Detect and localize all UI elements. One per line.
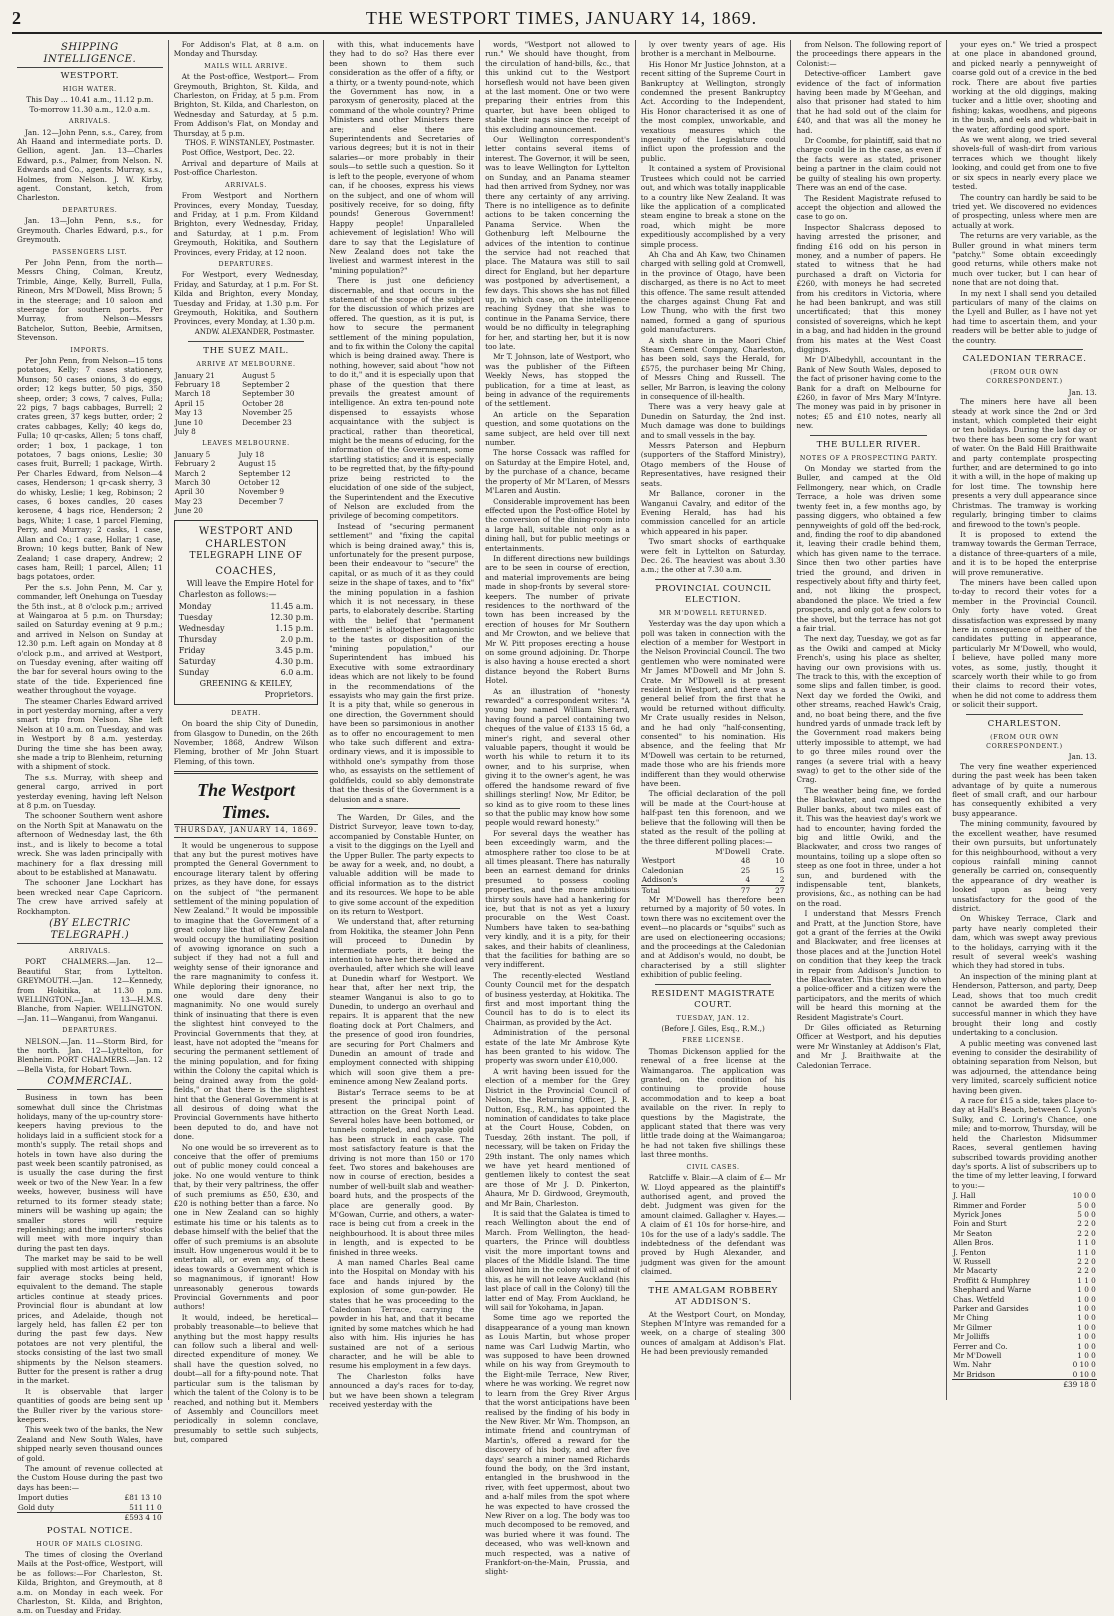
table-row: Mr Bridson 0 10 0 [953,1369,1096,1379]
table-row: Caledonian 25 15 [641,865,785,875]
shipping-paragraph: The schooner Southern went ashore on the North Spit at Manawatu on the afternoon of Wednesday last, the 6th inst., and is likely to become a total wreck. She was laden principally with machinery for a flax dressing mill about to be established at Manawatu. [17,811,163,877]
table-row: June 20 [174,506,203,516]
leader-paragraph: It would, indeed, be heretical—probably treasonable—to believe that anything but the most happy results can follow such a liberal and well-directed expenditure of money. We shall have the question solved, no doubt—all for a fifty-pound note. That particular sum is the talisman by which the talent of the Colony is to be reached, and nothing but it. Members of Assembly and Councillors meet periodically in solemn conclave, presumably to settle such subjects, but, compared [173,1312,319,1445]
departures-subheading: DEPARTURES. [218,260,274,268]
election-paragraph: Yesterday was the day upon which a poll was taken in connection with the election of a member for Westport in the Nelson Provincial Council. The two gentlemen who were nominated were Mr James M'Dowell and Mr John S. Crate. Mr M'Dowell is at present resident in Westport, and there was a general belief from the first that he would be returned without difficulty. Mr Crate usually resides in Nelson, and he had only "half-consenting, consented" to his nomination. His absence, and the feeling that Mr M'Dowell was certain to be returned, made those who are his friends more indifferent than they would otherwise have been. [640,619,786,789]
newspaper-title: THE WESTPORT TIMES, JANUARY 14, 1869. [365,8,758,28]
divider [343,808,460,809]
tel-arrivals-text: PORT CHALMERS.—Jan. 12—Beautiful Star, from Lyttelton. GREYMOUTH.—Jan. 12—Kennedy, from Hokitika, at 11.30 p.m. WELLINGTON.—Jan. 13—H.M.S. Blanche, from Napier. WELLINGTON.—Jan. 11—Wanganui, from Wanganui. [17,957,163,1023]
buller-heading: THE BULLER RIVER. [816,439,921,450]
divider [966,349,1083,350]
coach-row: Wednesday 1.15 p.m. [178,623,314,633]
election-paragraph: The official declaration of the poll will be made at the Court-house at half-past ten this forenoon, and we believe that the following will then be stated as the result of the polling at the three different polling places:— [640,789,786,846]
arrivals-heading: ARRIVALS. [68,118,111,126]
table-row: February 2 August 15 [174,459,277,469]
table-row: May 23 December 7 [174,496,284,506]
news-paragraph: Our Wellington correspondent's letter contains several items of interest. The Governor, it will be seen, was to leave Wellington for Lyttelton on Sunday, and an Panama steamer had then arrived from Sydney, nor was there any certainty of any arriving. There is no intelligence as to definite actions to be taken concerning the Panama Service. When the Gothenburg left Melbourne the advices of the intention to continue the service had not reached that place. The Mataura was still to sail direct for England, but her departure was postponed by advertisement, a few days. This shows she has not filled up, in which case, on the intelligence reaching Sydney that she was to continue in the Panama Service, there would be no difficulty in telegraphing for her, and starting her, but it is now too late. [485,135,630,351]
column-1 [12,40,168,1616]
news-paragraph: It is said that the Galatea is timed to reach Wellington about the end of March. From Wellington, the head-quarters, the Prince will doubtless visit the more important towns and places of the Middle Island. The time allowed him in the colony will admit of this, as he will not leave Auckland (his last place of call in the Colony) till the latter end of May. From Auckland, he will sail for Yokohama, in Japan. [485,1208,630,1313]
charleston-date: Jan. 13. [1068,752,1097,762]
suez-arrive-table [174,371,319,437]
buller-paragraph: As we went along, we tried several shovels-full of wash-dirt from various terraces which we thought likely looking, and could get from one to five or six specs in nearly every place we tested. [952,135,1097,192]
passengers-text: Per John Penn, from the north—Messrs Ching, Colman, Kreutz, Trimble, Ainge, Kelly, Burrell, Fulla, Rineon, Mrs M'Dowell, Miss Brown; 5 in the steerage; and 10 saloon and steerage for southern ports. Per Murray, from Nelson—Messrs Batchelor, Sutton, Beebie, Armitsen, Stevenson. [17,257,163,343]
buller-subheading: NOTES OF A PROSPECTING PARTY. [799,454,938,462]
news-paragraph: In different directions new buildings are to be seen in course of erection, and material improvements are being made in shop-fronts by several store-keepers. The number of private residences to the northward of the town has been increased by the erection of houses for Mr Southern and Mr Crowton, and we believe that Mr W. Pitt proposes erecting a house on some ground adjoining. Dr. Thorpe is also having a house erected a short distance beyond the Robert Burns Hotel. [485,553,630,686]
post-office-date: Post Office, Westport, Dec. 22. [181,148,295,158]
postal-subheading: HOUR OF MAILS CLOSING. [36,1540,144,1548]
column-3 [323,40,479,1410]
charleston-paragraph: A public meeting was convened last evening to consider the desirability of obtaining separation from Nelson, but was adjourned, the attendance being very limited, scarcely sufficient notice having been given. [952,1038,1097,1095]
shipping-paragraph: The steamer Charles Edward arrived in port yesterday morning, after a very smart trip from Nelson. She left Nelson at 10 a.m. on Tuesday, and was in Westport by 8 a.m. yesterday. During the time she has been away, she made a trip to Blenheim, returning with a shipment of stock. [17,696,163,772]
buller-paragraph: On Monday we started from the Buller, and camped at the Old Fellmongery, near which, on Cradle Terrace, a hole was driven some twenty feet in, a few months ago, by passing diggers, who obtained a few pennyweights of gold off the bed-rock, and, finding the roof to dip abandoned it, leaving their cradle behind them, which has given name to the terrace. Since then two other parties have tried the ground, and driven in respectively about fifty and thirty feet, and, not liking the prospect, abandoned the place. We tried a few prospects, and only got a few colors to the shovel, but the terrace has not got a fair trial. [796,464,942,633]
coach-row: Sunday 6.0 a.m. [178,667,314,677]
caledonian-paragraph: It is proposed to extend the tramway towards the German Terrace, a distance of three-quarters of a mile, and it is to be hoped the enterprise will prove remunerative. [952,529,1097,577]
coach-title-line2: TELEGRAPH LINE OF [189,550,303,561]
table-row: Westport 48 10 [641,856,785,866]
shipping-heading: SHIPPING INTELLIGENCE. [17,42,163,68]
table-row: Parker and Garsides 1 0 0 [953,1304,1096,1313]
coach-title-line3: COACHES, [215,565,277,577]
page-columns [12,40,1102,1616]
death-heading: DEATH. [231,709,261,717]
news-paragraph: Two smart shocks of earthquake were felt in Lyttelton on Saturday, Dec. 26. The heaviest was about 3.30 a.m.; the other at 7.30 a.m. [640,537,786,575]
table-row [952,1380,1097,1390]
charleston-paragraph: An inspection of the mining plant at Henderson, Patterson, and party, Deep Lead, shows that too much credit cannot be awarded them for the successful manner in which they have brought their long and costly undertaking to a conclusion. [952,971,1097,1038]
table-row: March 2 September 12 [174,468,291,478]
high-water-line: To-morrow 11.30 a.m., 12.0 a.m. [29,104,151,114]
coach-row: Monday 11.45 a.m. [178,601,314,611]
charleston-paragraph: The very fine weather experienced during the past week has been taken advantage of by quite a numerous fleet of small craft, and our harbour has consequently exhibited a very busy appearance. [952,761,1097,818]
news-paragraph: The recently-elected Westland County Council met for the despatch of business yesterday, at Hokitika. The first and most important thing the Council has to do is to elect its Chairman, as provided by the Act. [485,970,630,1027]
robbery-heading: THE AMALGAM ROBBERY AT ADDISON'S. [648,1285,778,1307]
news-paragraph: ly over twenty years of age. His brother is a merchant in Melbourne. [640,40,786,59]
buller-paragraph: The next day, Tuesday, we got as far as the Owiki and camped at Micky French's, using his place as shelter, having our own provisions with us. The track to this, with the exception of some slips and fallen timber, is good. Next day we forded the Owiki, and other streams, reached Hawk's Craig, and, no boat being there, and the five hundred yards of unmade track left by the Government road makers being utterly impossible to attempt, we had to go three miles round over the ranges (a severe trial with a heavy swag) to get to the other side of the Crag. [796,634,942,785]
divider [655,579,772,580]
death-notice: On board the ship City of Dunedin, from Glasgow to Dunedin, on the 26th November, 1868, Andrew Wilson Fleming, brother of Mr John Stuart Fleming, of this town. [173,719,319,766]
election-subheading: MR M'DOWELL RETURNED. [658,609,768,617]
buller-paragraph: your eyes on." We tried a prospect at one place in abandoned ground, and picked nearly a pennyweight of coarse gold out of a crevice in the bed rock. There are about five parties working at the old diggings, making tucker and a little over, shooting and fishing; kakas, woodhens, and pigeons in the bush, and eels and white-bait in the water, affording good sport. [952,40,1097,134]
news-paragraph: There was a very heavy gale at Dunedin on Saturday, the 2nd inst. Much damage was done to buildings and to small vessels in the bay. [640,402,786,440]
buller-paragraph: Dr Giles officiated as Returning Officer at Westport, and his deputies were Mr Winstanley at Addison's Flat, and Mr J. Braithwaite at the Caledonian Terrace. [796,1023,942,1070]
editorial-flag: The Westport Times. [197,780,295,823]
commercial-paragraph: The amount of revenue collected at the Custom House during the past two days has been:— [17,1464,163,1492]
arrivals-text: From Westport and Northern Provinces, every Monday, Tuesday, and Friday, at 1 p.m. From Kildand Brighton, every Wednesday, Friday, and Saturday, at 1 p.m. From Greymouth, Hokitika, and Southern Provinces, every Friday, at 12 noon. [173,191,319,257]
departures-heading: DEPARTURES. [62,206,118,214]
news-paragraph: A man named Charles Beal came into the Hospital on Monday with his face and hands injured by the explosion of some gun-powder. He states that he was proceeding to the Caledonian Terrace, carrying the powder in his hat, and that it became ignited by some matches which he had also with him. His injuries he has sustained are not of a serious character, and he will be able to resume his employment in a few days. [329,1258,475,1371]
news-paragraph: Administration of the personal estate of the late Mr Ambrose Kyte has been granted to his widow. The property was sworn under £10,000. [485,1028,630,1066]
leader-paragraph: No one would be so irreverent as to conceive that the offer of premiums out of public money could conceal a joke. No one would venture to think that, by their very paltriness, the offer of such premiums as £50, £30, and £20 is nothing better than a farce. No one in New Zealand can so highly estimate his time or his talents as to debase himself with the belief that the offer of such premiums is an absolute insult. How ungenerous would it be to entertain all, or even any, of these ideas towards a Government which is so magnanimous, if ignorant! How unreasonably generous towards Provincial Governments and poor authors! [173,1142,319,1312]
tel-departures-heading: DEPARTURES. [62,1027,118,1035]
postal-text: The times of closing the Overland Mails at the Post-office, Westport, will be as follows:—For Charleston, St. Kilda, Brighton, and Greymouth, at 8 a.m. on Monday in each week. For Charleston, St. Kilda, and Brighton, a.m. on Tuesday and Friday. [17,1549,163,1616]
revenue-table [17,1493,163,1522]
mails-arrive-text: At the Post-office, Westport— From Greymouth, Brighton, St. Kilda, and Charleston, on Friday, at 5 p.m. From Brighton, St. Kilda, and Charleston, on Wednesday and Saturday, at 5 p.m. From Addison's Flat, on Monday and Thursday, at 5 p.m. [173,72,319,138]
arrivals-subheading: ARRIVALS. [225,181,267,189]
coach-row: Thursday 2.0 p.m. [178,634,314,644]
passengers-heading: PASSENGERS LIST. [52,248,128,256]
news-paragraph: Messrs Paterson and Hepburn (supporters of the Stafford Ministry), Otago members of the House of Representatives, have resigned their seats. [640,441,786,488]
column-4 [479,40,635,1577]
imports-heading: IMPORTS. [70,346,110,354]
court-before: (Before J. Giles, Esq., R.M.,) [661,1024,765,1033]
buller-paragraph: The returns are very variable, as the Buller ground in what miners term "patchy." Some obtain exceedingly good returns, while others make not much over tucker, but I can hear of none that are not doing that. [952,231,1097,288]
commercial-paragraph: Business in town has been somewhat dull since the Christmas holidays, many of the up-country store-keepers having previous to the holidays laid in a sufficient stock for a month's supply. The retail shops and hotels in town have also during the past week been scantily patronised, as is usually the case during the first week or two of the New Year. In a few weeks, however, business will have returned to its former steady state; miners will be washing up again; the smaller stores will require replenishing; and the importers' stocks will meet with more inquiry than during the past ten days. [17,1093,163,1253]
caledonian-paragraph: The miners have been called upon to-day to record their votes for a member in the Provincial Council. Only forty have voted. Great dissatisfaction was expressed by many here in consequence of neither of the candidates putting in appearance, particularly Mr M'Dowell, who would, I believe, have polled many more votes, as some, justly, thought it scarcely worth their while to go from their claims to record their votes, when he did not come to address them or solicit their support. [952,577,1097,710]
table-row: Addison's 4 2 [641,875,785,885]
civil-subheading: CIVIL CASES. [686,1163,740,1171]
buller-paragraph: The weather being fine, we forded the Blackwater, and camped on the Buller banks, about two miles east of it. This was the heaviest day's work we had to encounter, having forded the big and little Owiki, and the Blackwater, and cross two ranges of mountains, toiling up a slope often so steep as one foot in three, under a hot sun, and burdened with the indispensable tent, blankets, provisions, &c., as nothing can be had on the road. [796,785,942,908]
news-paragraph: For several days the weather has been exceedingly warm, and the atmosphere rather too close to be at all times pleasant. There has naturally been an earnest demand for drinks presumed to possess cooling properties, and the more ambitious thirsty souls have had a hankering for ice, but that is not as yet a luxury procurable on the West Coast. Numbers have taken to sea-bathing very kindly, and it is a pity, for their sakes, and their habits of cleanliness, that the facilities for bathing are so very indifferent. [485,828,630,970]
divider [810,435,927,436]
table-row: Rimmer and Forder 5 0 0 [953,1200,1096,1210]
coach-intro: Will leave the Empire Hotel for Charleston as follows:— [178,578,314,599]
high-water-line: This Day ... 10.41 a.m., 11.12 p.m. [26,95,154,105]
court-subheading: FREE LICENSE. [682,1037,745,1045]
table-row: Gold duty 511 11 0 [18,1502,162,1512]
charleston-heading: CHARLESTON. [987,718,1062,729]
mails-text: For Addison's Flat, at 8 a.m. on Monday and Thursday. [173,40,319,59]
coach-row: Friday 3.45 p.m. [178,645,314,655]
news-paragraph: A sixth share in the Maori Chief Steam Cement Company, Charleston, has been sold, says the Herald, for £575, the purchaser being Mr Ching, of Messrs Ching and Russell. The seller, Mr Barron, is leaving the colony in consequence of ill-health. [640,335,786,402]
table-row: January 21 August 5 [174,370,276,380]
tel-arrivals-heading: ARRIVALS. [68,947,111,955]
news-paragraph: Inspector Shalcrass deposed to having arrested the prisoner, and finding £16 odd on his person in money, and a number of papers. He stated to witness that he had purchased a draft on Victoria for £260, with moneys he had secreted from his creditors in Victoria, where he had been bankrupt, and was still uncertificated; that this money consisted of sovereigns, which he kept in a bag, and had hidden in the ground from his mates at the West Coast diggings. [796,222,942,354]
table-row: W. Russell 2 2 0 [953,1256,1096,1266]
caledonian-subheading: (FROM OUR OWN CORRESPONDENT.) [986,369,1063,386]
table-row: Mr M'Dowell 1 0 0 [953,1351,1096,1361]
table-row: Mr Macarty 2 2 0 [953,1266,1096,1276]
masthead [12,6,1102,34]
leader-paragraph: It would be ungenerous to suppose that any but the purest motives have prompted the General Government to encourage literary talent by offering prizes, as they have done, for essays on the subject of "the permanent settlement of the mining population of New Zealand." It would be impossible to imagine that the Government of a great colony like that of New Zealand would occupy the humiliating position of avowing ignorance on such a subject if they had not a full and weighty sense of their ignorance and the rare magnanimity to confess it. While deploring their ignorance, no one would dare deny their magnanimity. No one would surely think of insinuating that there is even the slightest hint conveyed to the Provincial Governments that they, at least, have not adopted the "means for securing the permanent settlement of the mining population, and for fixing within the Colony the capital which is being drained away from the gold-fields," or that there is the slightest hint that the General Government is at all desirous of doing what the Provincial Governments have hitherto been deputed to do, and have not done. [173,840,319,1142]
commercial-paragraph: It is observable that larger quantities of goods are being sent up the Buller river by the various store-keepers. [17,1386,163,1425]
charleston-paragraph: On Whiskey Terrace, Clark and party have nearly completed their dam, which was swept away previous to the holidays, carrying with it the result of several week's washing which they had stored in tubs. [952,914,1097,971]
poll-table [641,847,786,895]
caledonian-paragraph: The miners here have all been steady at work since the 2nd or 3rd instant, which completed their eight or ten holidays. During the last day or two there has been some cry for want of water. On the Bald Hill Braithwaite and party contemplate prospecting further, and are determined to go into it with a will, in the hope of making up for lost time. The township here presents a very dull appearance since Christmas. The tramway is working regularly, bringing timber to claims and firewood to the town's people. [952,397,1097,529]
news-paragraph: The Charleston folks have announced a day's races for to-day, but we have been shown a telegram received yesterday with the [329,1371,475,1410]
buller-paragraph: The country can hardly be said to be tried yet. We discovered no evidences of prospecting, unless where men are actually at work. [952,192,1097,230]
table-row: J. Hall 10 0 0 [953,1191,1096,1201]
commercial-paragraph: The market may be said to be well supplied with most articles at present, fair average stocks being held, equivalent to the demand. The staple articles continue at steady prices. Provincial flour is abundant at low prices, and Adelaide, though not largely held, has fallen £2 per ton during the past few days. New potatoes are not very plentiful, the stocks consisting of the last two small shipments by the Nelson steamers. Butter for the present is rather a drug in the market. [17,1254,163,1386]
news-paragraph: Detective-officer Lambert gave evidence of the fact of information having been made by M'Geehan, and also that prisoner had stated to him that he had sold out of the claim for £40, and that was all the money he had. [796,69,942,135]
column-7 [946,40,1102,1400]
postmaster-signature: THOS. F. WINSTANLEY, Postmaster. [185,139,315,148]
departures-text: Jan. 13—John Penn, s.s., for Greymouth. Charles Edward, p.s., for Greymouth. [17,216,163,245]
page-number: 2 [12,8,21,28]
table-row: July 8 [174,427,196,437]
commercial-paragraph: This week two of the banks, the New Zealand and New South Wales, have shipped nearly seven thousand ounces of gold. [17,1425,163,1463]
divider [655,984,772,985]
news-paragraph: The Resident Magistrate refused to accept the objection and allowed the case to go on. [796,193,942,222]
election-paragraph: Mr M'Dowell has therefore been returned by a majority of 50 votes. In town there was no excitement over the event—no placards or "squibs" such as are used on electioneering occasions; and the proceedings at the Caledonian and at Addison's would, no doubt, be characterised by a still slighter exhibition of public feeling. [640,894,786,980]
table-row: April 30 November 9 [174,487,285,497]
column-5 [635,40,791,1400]
news-paragraph: Bistar's Terrace seems to be at present the principal point of attraction on the Great North Lead. Several holes have been bottomed, or tunnels completed, and payable gold has been struck in each case. The most satisfactory feature is that the driving is not more than 150 or 170 feet. Two stores and bakehouses are now in course of erection, besides a number of well-built slab and weather-board huts, and the prospects of the place are generally good. By M'Gowan, Currie, and others, a water-race is being cut from a creek in the neighbourhood. It is about three miles in length, and is expected to be finished in three weeks. [329,1087,475,1257]
table-row: Chas. Wetfeld 1 0 0 [953,1294,1096,1304]
table-row: Mr Ching 1 0 0 [953,1313,1096,1323]
table-row: Mr Gilmer 1 0 0 [953,1322,1096,1332]
court-heading: RESIDENT MAGISTRATE COURT. [651,988,775,1010]
news-paragraph: The Warden, Dr Giles, and the District Surveyor, leave town to-day, accompanied by Constable Hunter, on a visit to the diggings on the Lyell and the Upper Buller. The party expects to be away for a week, and, no doubt, a valuable addition will be made to official information as to the district and its resources. We hope to be able to give some account of the expedition on its return to Westport. [329,812,475,916]
news-paragraph: from Nelson. The following report of the proceedings there appears in the Colonist:— [796,40,942,68]
column-6 [790,40,946,1400]
arrivals-text: Jan. 12—John Penn, s.s., Carey, from Ah Haand and intermediate ports. D. Gellion, agent. Jan. 13—Charles Edward, p.s., Palmer, from Nelson. N. Edwards and Co., agents. Murray, s.s., Holmes, from Nelson. J. W. Kirby, agent. Constant, ketch, from Charleston. [17,127,163,203]
news-paragraph: words, "Westport not allowed to run." We should have thought, from the circulation of hand-bills, &c., that this unkind cut to the Westport horseflesh would not have been given at the last moment. One or two were preparing their entries from this quarter, but have been obliged to stable their nags since the receipt of this excluding announcement. [485,40,630,134]
shipping-paragraph: The schooner Jane Lockhart has been wrecked near Cape Capricorn. The crew have arrived safely at Rockhampton. [17,878,163,916]
news-paragraph: An article on the Separation question, and some quotations on the same subject, are held over till next number. [485,409,630,448]
news-paragraph: We understand that, after returning from Hokitika, the steamer John Penn will proceed to Dunedin by intermediate ports, it being the intention to have her there docked and overhauled, after which she will leave at Dunedin wharf for Westport. We hear that, after her next trip, the steamer Wanganui is also to go to Dunedin, to undergo an overhaul and repairs. It is apparent that the new floating dock at Port Chalmers, and the presence of good iron foundries, are securing for Port Chalmers and Dunedin an amount of trade and employment connected with shipping which will soon give them a pre-eminence among New Zealand ports. [329,917,475,1087]
table-row: Myrick Jones 5 0 0 [953,1209,1096,1219]
table-row: Total 77 27 [641,885,785,895]
charleston-paragraph: The mining community, favoured by the excellent weather, have resumed their own pursuits, but unfortunately for this neighbourhood, without a very copious rainfall mining cannot generally be carried on, consequently the appearance of dry weather is looked upon as being very unsatisfactory for the good of the district. [952,819,1097,913]
election-heading: PROVINCIAL COUNCIL ELECTION. [655,583,771,605]
robbery-paragraph: At the Westport Court, on Monday, Stephen M'Intyre was remanded for a week, on a charge of stealing 300 ounces of amalgam at Addison's Flat. He had been previously remanded [640,1309,786,1357]
suez-leave-table [174,450,319,516]
article-paragraph: Instead of "securing permanent settlement" and "fixing the capital which is being drained away," this is, unfortunately for the present purpose, been their endeavour to "secure" the capital, or as much of it as they could seize in the shape of taxes, and to "fix" the mining population in a fashion which it is not necessary, in these parts, to elaborately describe. Starting with the belief that "permanent settlement" is altogether antagonistic to the tastes or disposition of the "mining population," our Superintendent has imbued his Executive with some extraordinary ideas which are not likely to be found in the recommendations of the essayists who may gain the first prize. It is a pity that, while so generous in one direction, the Government should have been so parsimonious in another as to offer no encouragement to men who take such different and extra-ordinary views, and it is impossible to withhold one's sympathy from those who, as essayists on the settlement of goldfields, could so ably demonstrate that the thesis of the Government is a delusion and a snare. [329,521,475,804]
table-row: January 5 July 18 [174,449,265,459]
charleston-paragraph: A race for £15 a side, takes place to-day at Hall's Beach, between C. Lyon's Sulky, and C. Loring's Chance, one mile; and to-morrow, Thursday, will be held the Charleston Midsummer Races, several gentlemen having subscribed towards providing another day's sports. A list of subscribers up to the time of my letter leaving, I forward to you:— [952,1096,1097,1190]
table-row: June 10 December 23 [174,417,292,427]
coach-row: Tuesday 12.30 p.m. [178,612,314,622]
telegraph-heading: (BY ELECTRIC TELEGRAPH.) [17,918,163,944]
column-2 [168,40,324,1445]
divider [188,341,305,342]
table-row: Shephard and Warne 1 0 0 [953,1285,1096,1295]
mails-arrive-heading: MAILS WILL ARRIVE. [204,62,288,70]
article-paragraph: with this, what inducements have they had to do so? Has there ever been shown to them such consideration as the offer of a fifty, or a thirty, or a twenty pound-note, which the Government has now, in a paroxysm of generosity, placed at the command of the whole country? Prime Ministers and other Ministers there are; and else there are Superintendents and Secretaries of various degrees; but it is not in their salaries—or more probably in their souls—to settle such a question. So it is left to the people, everyone of whom can, if he chooses, express his views on the subject, and one of whom will positively receive, for so doing, fifty pounds! Generous Government! Happy people! Unparalleled achievement of legislation! Who will dare to say that the Legislature of New Zealand does not take the liveliest and warmest interest in the "mining population?" [329,40,475,275]
tel-departures-text: NELSON.—Jan. 11—Storm Bird, for the north. Jan. 12—Lyttelton, for Blenheim. PORT CHALMERS.—Jan. 12—Bella Vista, for Hobart Town. [17,1036,163,1074]
news-paragraph: A writ having been issued for the election of a member for the Grey District in the Provincial Council of Nelson, the Returning Officer, J. R. Dutton, Esq., R.M., has appointed the nomination of candidates to take place at the Court House, Cobden, on Tuesday, 26th instant. The poll, if necessary, will be taken on Friday the 29th instant. The only names which we have yet heard mentioned of gentlemen likely to contest the seat are those of Mr J. D. Pinkerton, Ahaura, Mr D. Girdwood, Greymouth, and Mr Bain, Charleston. [485,1066,630,1208]
table-row: March 30 October 12 [174,478,280,488]
news-paragraph: Mr T. Johnson, late of Westport, who was the publisher of the Fifteen Weekly News, has stopped the publication, for a time at least, as being in advance of the requirements of the settlement. [485,352,630,409]
departures-text: For Westport, every Wednesday, Friday, and Saturday, at 1 p.m. For St. Kilda and Brighton, every Monday, Tuesday and Friday, at 1.30 p.m. For Greymouth, Hokitika, and Southern Provinces, every Monday, at 1.30 p.m. [173,270,319,327]
news-paragraph: Mr D'Albedyhll, accountant in the Bank of New South Wales, deposed to the fact of prisoner having come to the Bank for a draft on Melbourne for £260, in favor of Mrs Mary M'Intyre. The money was paid in by prisoner in notes; £5 and £10 notes, nearly all new. [796,355,942,431]
news-paragraph: Some time ago we reported the disappearance of a young man known as Louis Martin, but whose proper name was Carl Ludwig Martin, who was supposed to have been drowned while on his way from Greymouth to the Eight-mile Terrace, New River, where he was working. We regret now to learn from the Grey River Argus that the worst anticipations have been realised by the finding of his body in the New River. Mr Wm. Thompson, an intimate friend and countryman of Martin's, offered a reward for the discovery of his body, and after five days' search a miner named Richards found the body, on the 3rd instant, entangled in the brushwood in the river, with feet uppermost, about two and a-half miles from the spot where he was expected to have crossed the New River on a log. The body was too much decomposed to be removed, and was buried where it was found. The deceased, who was well-known and much respected, was a native of Frankfort-on-the-Main, Prussia, and slight- [485,1313,630,1577]
news-paragraph: Mr Ballance, coroner in the Wanganui Cavalry, and editor of the Evening Herald, has had his commission cancelled for an article which appeared in his paper. [640,489,786,536]
table-row: April 15 October 28 [174,398,284,408]
civil-paragraph: Ratcliffe v. Blair.—A claim of £— Mr W. Lloyd appeared as the plaintiff's authorised agent, and proved the debt. Judgment was given for the amount claimed. Gallagher v. Hayes.—A claim of £1 10s for horse-hire, and 10s for the use of a lady's saddle. The indebtedness of the defendant was proved by Hugh Alexander, and judgment was given for the amount claimed. [640,1173,786,1277]
commercial-heading: COMMERCIAL. [17,1076,163,1090]
table-row: Proffitt & Humphrey 1 1 0 [953,1275,1096,1285]
shipping-paragraph: The s.s. Murray, with sheep and general cargo, arrived in port yesterday evening, having left Nelson at 8 p.m. on Tuesday. [17,772,163,811]
high-water-heading: HIGH WATER. [62,86,117,93]
table-row: Ferrer and Co. 1 0 0 [953,1341,1096,1351]
table-row: Allen Bros. 1 1 0 [953,1238,1096,1248]
table-row: February 18 September 2 [174,380,290,389]
suez-leave-heading: LEAVES MELBOURNE. [202,440,290,448]
news-paragraph: The horse Cossack was raffled for on Saturday at the Empire Hotel, and, by the purchase of a chance, became the property of Mr M'Laren, of Messrs M'Laren and Austin. [485,448,630,496]
subscribers-total: £39 18 0 [1053,1380,1097,1390]
postal-heading: POSTAL NOTICE. [46,1525,133,1536]
coach-proprietors: GREENING & KEILEY, [199,678,293,688]
table-row: Foin and Sturt 2 2 0 [953,1219,1096,1229]
editorial-date: THURSDAY, JANUARY 14, 1869. [174,824,319,837]
news-paragraph: It contained a system of Provisional Trustees which could not be carried out, and which was totally inapplicable to a country like New Zealand. It was like the application of a complicated steam engine to break a stone on the road, which might be more expeditiously accomplished by a very simple process. [640,164,786,249]
coach-proprietors-label: Proprietors. [264,689,314,699]
coach-title: WESTPORT AND CHARLESTON [198,525,294,550]
news-paragraph: Ah Cha and Ah Kaw, two Chinamen charged with selling gold at Cromwell, in the province of Otago, have been discharged, as there is no Act to meet this offence. The same result attended the charges against Chung Fat and Low Thung, who with the first two named, formed a gang of spurious gold manufacturers. [640,249,786,335]
shipping-paragraph: Per the s.s. John Penn, M. Car y, commander, left Onehunga on Tuesday the 5th inst., at 8 o'clock p.m.; arrived at Waingaroa at 5 p.m. on Thursday; sailed on Saturday evening at 9 p.m.; and arrived in Nelson on Sunday at 12.30 p.m. Left again on Monday at 8 o'clock p.m., and arrived at Westport, on Tuesday evening, after waiting off the bar for several hours owing to the state of the tide. Experienced fine weather throughout the voyage. [17,582,163,696]
coach-row: Saturday 4.30 p.m. [178,656,314,666]
table-row: Mr Seaton 2 2 0 [953,1228,1096,1238]
news-paragraph: His Honor Mr Justice Johnston, at a recent sitting of the Supreme Court in Bankruptcy at Wellington, strongly condemned the present Bankruptcy Act. According to the Independent, His Honor characterised it as one of the most complex, unworkable, and vexatious measures which the ingenuity of the Legislature could inflict upon the profession and the public. [640,59,786,163]
table-row: March 18 September 30 [174,389,295,399]
court-paragraph: Thomas Dickenson applied for the renewal of a free license at the Waimangaroa. The application was granted, on the condition of his continuing to provide house accommodation and to keep a boat available on the river. In reply to questions by the Magistrate, the applicant stated that there was very little trade doing at the Waimangaroa; he had not taken five shillings these last three months. [640,1046,786,1160]
imports-text: Per John Penn, from Nelson—15 tons potatoes, Kelly; 7 cases stationery, Munson; 50 cases onions, 3 do eggs, order; 12 kegs butter, 50 pigs, 350 sheep, order; 3 cows, 7 calves, Fulla; 22 pigs, 7 bags cabbages, Burrell; 2 crates green, 37 kegs butter, order; 2 crates cabbages, Kelly; 40 kegs do, Fulla; 10 qr-casks, Allen; 5 tons chaff, order; 1 box, 1 package, 1 ton potatoes, 7 bags onions, Leslie; 30 cases fruit, Burrell; 1 package, Wirth. Per Charles Edward, from Nelson—4 cases, Henderson; 1 qr-cask sherry, 3 do whisky, Leslie; 1 keg, Robinson; 2 cases, 6 boxes candles, 20 cases kerosene, 4 bags rice, Henderson; 2 bags, White; 1 case, 1 parcel Fleming, Perry, and Murray; 2 casks, 1 case, Allan and Co.; 1 case, Hollar; 1 case, Brown; 10 kegs butter, Bank of New Zealand; 1 case drapery, Andrew; 2 cases ham, Reill; 1 parcel, Allen; 11 bags potatoes, order. [17,355,163,582]
divider [966,714,1083,715]
divider [174,771,319,774]
caledonian-heading: CALEDONIAN TERRACE. [962,354,1087,364]
table-row: May 13 November 25 [174,408,293,418]
postmaster-signature: ANDW. ALEXANDER, Postmaster. [194,327,315,336]
table-row: Wm. Nahr 0 10 0 [953,1360,1096,1370]
news-paragraph: Dr Coombe, for plaintiff, said that no charge could lie in the case, as even if the facts were as stated, prisoner being a partner in the claim could not be guilty of stealing his own property. There was an end of the case. [796,136,942,193]
buller-paragraph: In my next I shall send you detailed particulars of many of the claims on the Lyell and Buller, as I have not yet had time to ascertain them, and your readers will be better able to judge of the country. [952,288,1097,345]
court-date: TUESDAY, JAN. 12. [676,1014,750,1022]
news-paragraph: Considerable improvement has been effected upon the Post-office Hotel by the conversion of the dining-room into a large hall, suitable not only as a dining hall, but for public meetings or entertainments. [485,496,630,553]
table-row: Mr Jolliffs 1 0 0 [953,1332,1096,1342]
coach-advertisement [174,520,319,705]
caledonian-date: Jan. 13. [1068,387,1097,397]
suez-heading: THE SUEZ MAIL. [203,346,289,357]
article-paragraph: There is just one deficiency discernable, and that occurs in the statement of the scope of the subject for the discussion of which prizes are offered. The question, as it is put, is how to secure the permanent settlement of the mining population, and to fix within the Colony the capital which is being drained away. There is nothing, however, said about "how not to do it," and it is especially upon that phase of the question that there prevails the greatest amount of intelligence. An extra ten-pound note dispensed to essayists whose acquaintance with the subject is practical, rather than theoretical, might be the means of educing, for the information of the Government, some startling statistics; and it is especially to be regretted that, by the fifty-pound prize being restricted to the elucidation of one side of the subject, the Superintendent and the Executive of Nelson are excluded from the privilege of becoming competitors. [329,276,475,521]
table-row: Import duties £81 13 10 [18,1493,162,1503]
subscribers-table [952,1191,1097,1390]
charleston-subheading: (FROM OUR OWN CORRESPONDENT.) [986,733,1063,751]
divider [655,1281,772,1282]
table-row [17,1513,163,1523]
news-paragraph: As an illustration of "honesty rewarded" a correspondent writes: "A young boy named William Sherard, having found a parcel containing two cheques of the value of £133 15 6d, a miner's right, and several other valuable papers, thought it would be worth his while to return it to its owner, and to his surprise, when giving it to the owner's agent, he was offered the handsome reward of five shillings sterling! Now, Mr Editor, be so kind as to give room to these lines so that the public may know how some people would reward honesty." [485,686,630,828]
buller-paragraph: I understand that Messrs French and Pratt, at the Junction Store, have got a grant of the ferries at the Owiki and Blackwater, and free licenses at those places and at the Junction Hotel on condition that they keep the track in repair from Addison's Junction to the Blackwater. This they say do when a police-officer and a citizen were the participators, and the merits of which will be heard this morning at the Resident Magistrate's Court. [796,909,942,1022]
revenue-total: £593 4 10 [100,1513,162,1523]
port-heading: WESTPORT. [60,71,120,81]
suez-arrive-heading: ARRIVE AT MELBOURNE. [196,361,296,369]
arrival-departure-heading: Arrival and departure of Mails at Post-office Charleston. [173,158,319,178]
table-row: M'Dowell Crate. [715,846,785,856]
table-row: J. Fenton 1 1 0 [953,1247,1096,1257]
